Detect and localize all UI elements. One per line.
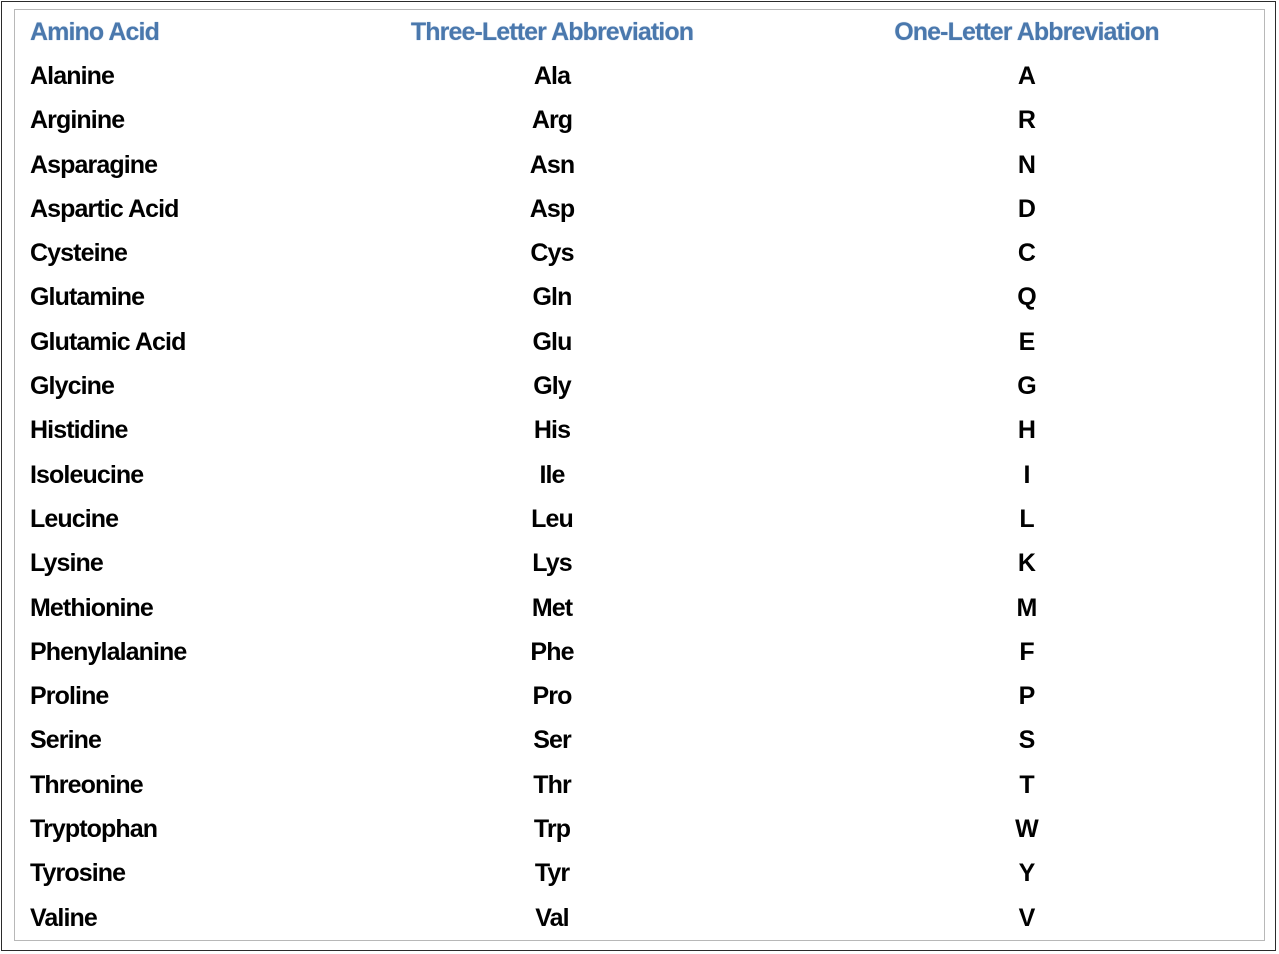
table-row — [15, 541, 1264, 585]
amino-acid-name: Threonine — [30, 770, 143, 799]
one-letter-code: F — [1019, 637, 1034, 666]
amino-acid-name: Methionine — [30, 593, 153, 622]
amino-acid-name: Valine — [30, 903, 97, 932]
one-letter-code: G — [1017, 372, 1036, 401]
three-letter-code: Val — [535, 903, 569, 932]
one-letter-code: C — [1017, 239, 1036, 268]
amino-acid-name: Phenylalanine — [30, 637, 187, 666]
table-row — [15, 586, 1264, 630]
table-row — [15, 630, 1264, 674]
header-row — [15, 11, 1264, 54]
three-letter-code: Leu — [531, 504, 573, 533]
three-letter-code: Cys — [530, 239, 574, 268]
table-row — [15, 497, 1264, 541]
amino-acid-name: Tyrosine — [30, 859, 126, 888]
three-letter-code: Ala — [533, 62, 571, 90]
one-letter-code: W — [1015, 815, 1038, 844]
three-letter-code: Glu — [532, 327, 572, 356]
amino-acid-name: Cysteine — [30, 239, 128, 268]
three-letter-code: Ile — [539, 460, 565, 489]
table-row — [15, 453, 1264, 497]
amino-acid-name: Aspartic Acid — [30, 194, 179, 223]
three-letter-code: Lys — [532, 549, 572, 578]
table-row — [15, 320, 1264, 364]
one-letter-code: E — [1018, 327, 1035, 356]
table-row — [15, 187, 1264, 231]
table-row — [15, 851, 1264, 895]
amino-acid-name: Serine — [30, 726, 102, 755]
three-letter-code: Asn — [529, 150, 575, 179]
amino-acid-name: Glutamic Acid — [30, 327, 186, 356]
three-letter-code: Asp — [529, 194, 575, 223]
three-letter-code: Tyr — [534, 859, 570, 888]
three-letter-code: Met — [531, 593, 573, 622]
one-letter-code: N — [1017, 150, 1036, 179]
three-letter-code: Gln — [532, 283, 572, 312]
one-letter-code: P — [1018, 682, 1035, 711]
one-letter-code: Q — [1017, 283, 1036, 312]
table-body — [15, 54, 1264, 940]
amino-acid-name: Isoleucine — [30, 460, 144, 489]
three-letter-code: Arg — [531, 106, 573, 135]
table-row — [15, 275, 1264, 319]
amino-acid-name: Asparagine — [30, 150, 158, 179]
table-row — [15, 231, 1264, 275]
table-row — [15, 98, 1264, 142]
amino-acid-name: Leucine — [30, 504, 119, 533]
amino-acid-name: Arginine — [30, 106, 125, 135]
one-letter-code: Y — [1018, 859, 1035, 888]
table-row — [15, 807, 1264, 851]
one-letter-code: S — [1018, 726, 1035, 755]
amino-acid-name: Glycine — [30, 372, 115, 401]
amino-acid-name: Tryptophan — [30, 815, 158, 844]
header-one-letter: One-Letter Abbreviation — [894, 18, 1159, 46]
table-row — [15, 718, 1264, 762]
amino-acid-name: Lysine — [30, 549, 103, 578]
table-row — [15, 408, 1264, 452]
one-letter-code: H — [1017, 416, 1036, 445]
three-letter-code: Thr — [533, 770, 571, 799]
one-letter-code: T — [1019, 770, 1034, 799]
one-letter-code: I — [1023, 460, 1030, 489]
header-amino-acid: Amino Acid — [30, 18, 159, 46]
one-letter-code: R — [1017, 106, 1036, 135]
amino-acid-table — [15, 11, 1264, 940]
table-row — [15, 763, 1264, 807]
table-row — [15, 364, 1264, 408]
table-row — [15, 674, 1264, 718]
table-row — [15, 143, 1264, 187]
one-letter-code: A — [1017, 62, 1036, 90]
three-letter-code: Trp — [533, 815, 571, 844]
header-three-letter: Three-Letter Abbreviation — [410, 18, 694, 46]
three-letter-code: Phe — [530, 637, 574, 666]
one-letter-code: D — [1017, 194, 1036, 223]
one-letter-code: V — [1018, 903, 1035, 932]
one-letter-code: K — [1017, 549, 1036, 578]
amino-acid-name: Glutamine — [30, 283, 145, 312]
three-letter-code: His — [533, 416, 571, 445]
one-letter-code: L — [1019, 504, 1034, 533]
amino-acid-name: Histidine — [30, 416, 128, 445]
table-row — [15, 896, 1264, 940]
three-letter-code: Pro — [532, 682, 572, 711]
amino-acid-name: Proline — [30, 682, 109, 711]
amino-acid-name: Alanine — [30, 62, 114, 90]
one-letter-code: M — [1016, 593, 1037, 622]
three-letter-code: Ser — [533, 726, 571, 755]
table-row — [15, 54, 1264, 98]
three-letter-code: Gly — [533, 372, 571, 401]
